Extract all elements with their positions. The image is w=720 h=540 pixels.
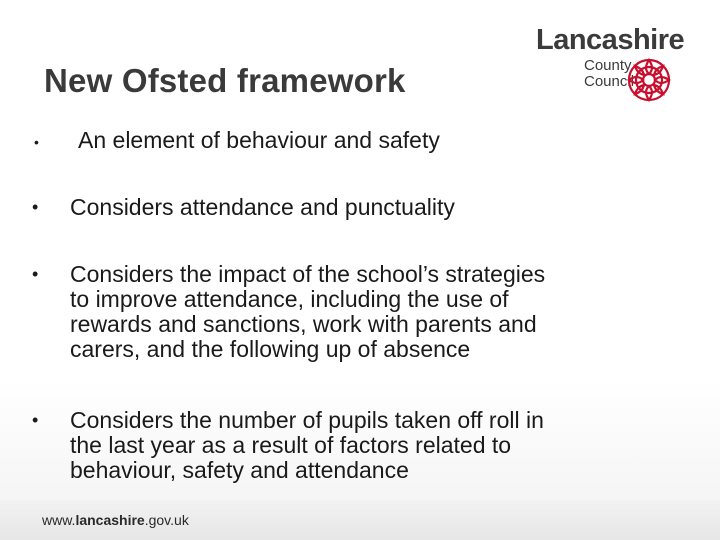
bullet-dot: •: [32, 197, 39, 217]
footer-url[interactable]: [42, 512, 189, 528]
bullet-text: Considers attendance and punctuality: [70, 194, 455, 220]
bullet-text: Considers the number of pupils taken off roll in the last year as a result of factors related to behaviour, safety and attendance: [70, 407, 544, 483]
slide-title: New Ofsted framework: [44, 62, 406, 99]
bullet-dot: •: [32, 264, 39, 284]
bullet-dot: •: [32, 410, 39, 430]
bullet-text: An element of behaviour and safety: [78, 127, 440, 153]
red-rose-icon: [625, 56, 673, 104]
lancashire-county-council-logo: [532, 20, 702, 108]
bullet-dot: •: [34, 134, 39, 150]
footer-url-prefix: www.: [42, 512, 76, 528]
logo-name: Lancashire: [536, 24, 685, 56]
footer-url-domain: lancashire: [75, 512, 145, 528]
logo-line-council: Council: [584, 73, 635, 90]
footer-url-suffix: .gov.uk: [144, 512, 189, 528]
bullet-text: Considers the impact of the school’s strategies to improve attendance, including the use of rewards and sanctions, work with parents and carers, and the following up of absence: [70, 261, 546, 362]
logo-line-county: County: [584, 57, 632, 74]
